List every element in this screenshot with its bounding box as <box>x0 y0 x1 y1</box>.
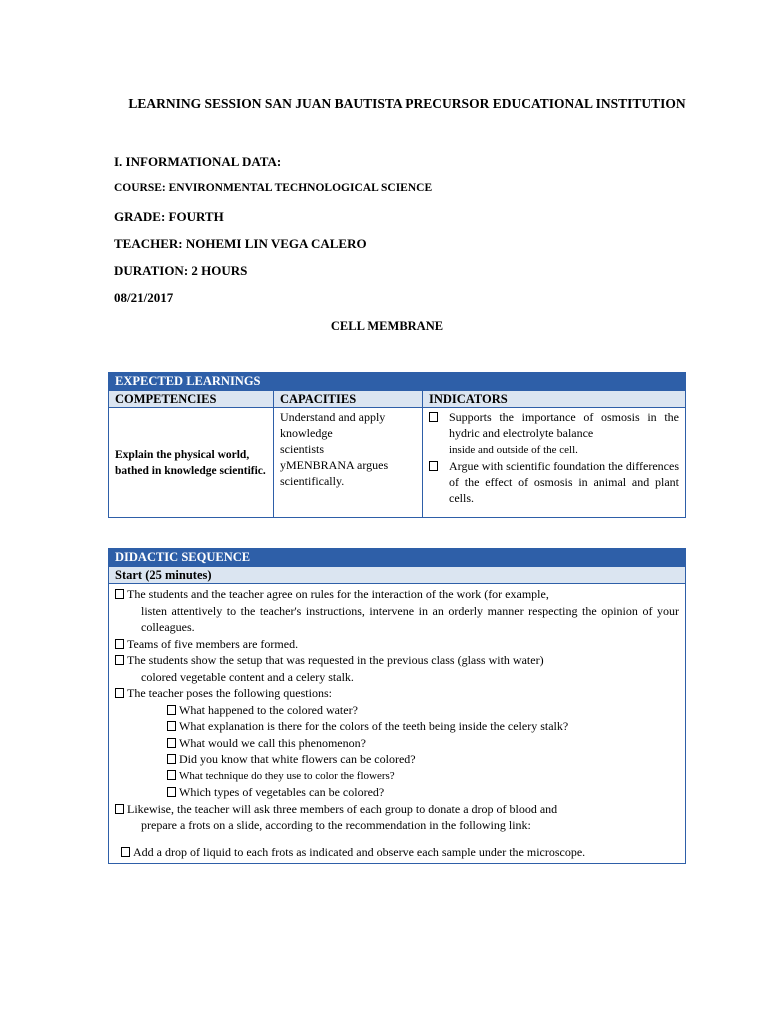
checkbox-icon <box>121 847 130 857</box>
expected-learnings-header: EXPECTED LEARNINGS <box>109 373 686 391</box>
sequence-item <box>115 801 679 834</box>
capacity-line: yMENBRANA argues <box>280 458 389 472</box>
expected-learnings-table <box>108 372 686 518</box>
indicator-text: Supports the importance of osmosis in the hydric and electrolyte balance <box>449 410 679 440</box>
indicator-item <box>429 458 679 506</box>
checkbox-icon <box>167 770 176 780</box>
final-instruction <box>115 844 679 861</box>
question-text: Which types of vegetables can be colored? <box>179 785 385 799</box>
capacity-line: scientists <box>280 442 324 456</box>
sequence-item-continuation: listen attentively to the teacher's instructions, intervene in an orderly manner respecting the opinion of your colleagues. <box>141 603 679 634</box>
checkbox-icon <box>167 787 176 797</box>
capacity-line: knowledge <box>280 426 333 440</box>
sequence-item <box>115 636 679 653</box>
checkbox-icon <box>167 754 176 764</box>
topic-heading: CELL MEMBRANE <box>330 319 444 333</box>
question-item <box>115 718 679 735</box>
sequence-item-continuation: prepare a frots on a slide, according to the recommendation in the following link: <box>141 818 531 832</box>
sequence-item-text: The students show the setup that was requested in the previous class (glass with water) <box>127 653 544 667</box>
grade-line: GRADE: FOURTH <box>114 209 224 224</box>
indicator-item <box>429 409 679 458</box>
capacity-cell <box>274 408 423 518</box>
sequence-item <box>115 685 679 702</box>
sequence-item-text: Likewise, the teacher will ask three members of each group to donate a drop of blood and <box>127 801 558 816</box>
start-subheader: Start (25 minutes) <box>109 567 686 584</box>
capacities-header: CAPACITIES <box>274 391 423 408</box>
capacity-line: scientifically. <box>280 474 345 488</box>
question-item <box>115 735 679 752</box>
checkbox-icon <box>115 639 124 649</box>
teacher-line: TEACHER: NOHEMI LIN VEGA CALERO <box>114 236 367 251</box>
info-heading: I. INFORMATIONAL DATA: <box>114 154 282 169</box>
duration-line: DURATION: 2 HOURS <box>114 263 248 278</box>
sequence-item-text: Teams of five members are formed. <box>127 636 299 651</box>
sequence-item-text: The teacher poses the following questions: <box>127 686 332 700</box>
checkbox-icon <box>167 705 176 715</box>
question-text: Did you know that white flowers can be colored? <box>179 752 416 766</box>
question-item <box>115 751 679 768</box>
indicators-header: INDICATORS <box>423 391 686 408</box>
sequence-item <box>115 586 679 636</box>
indicators-cell <box>423 408 686 518</box>
date-line: 08/21/2017 <box>114 290 174 305</box>
question-text: What technique do they use to color the flowers? <box>179 769 395 782</box>
question-text: What happened to the colored water? <box>179 702 358 717</box>
capacity-line: Understand and apply <box>280 410 386 424</box>
competencies-header: COMPETENCIES <box>109 391 274 408</box>
checkbox-icon <box>115 655 124 665</box>
question-item <box>115 702 679 719</box>
checkbox-icon <box>115 589 124 599</box>
checkbox-icon <box>115 804 124 814</box>
question-item <box>115 768 679 785</box>
question-text: What would we call this phenomenon? <box>179 735 366 750</box>
course-line: COURSE: ENVIRONMENTAL TECHNOLOGICAL SCIENCE <box>114 182 433 194</box>
question-item <box>115 784 679 801</box>
checkbox-icon <box>429 461 438 471</box>
indicator-text-small: inside and outside of the cell. <box>449 444 578 456</box>
sequence-item <box>115 652 679 685</box>
page-title: LEARNING SESSION SAN JUAN BAUTISTA PRECURSOR EDUCATIONAL INSTITUTION <box>128 96 686 111</box>
competency-cell: Explain the physical world, bathed in knowledge scientific. <box>109 408 274 518</box>
indicator-text: Argue with scientific foundation the differences of the effect of osmosis in animal and plant cells. <box>449 459 679 505</box>
didactic-sequence-header: DIDACTIC SEQUENCE <box>109 549 686 567</box>
checkbox-icon <box>167 738 176 748</box>
checkbox-icon <box>115 688 124 698</box>
sequence-item-continuation: colored vegetable content and a celery stalk. <box>141 669 354 684</box>
sequence-content <box>109 584 686 864</box>
didactic-sequence-table <box>108 548 686 864</box>
checkbox-icon <box>167 721 176 731</box>
sequence-item-text: The students and the teacher agree on rules for the interaction of the work (for example, <box>127 587 549 601</box>
question-text: What explanation is there for the colors of the teeth being inside the celery stalk? <box>179 719 569 733</box>
checkbox-icon <box>429 412 438 422</box>
final-instruction-text: Add a drop of liquid to each frots as indicated and observe each sample under the microscope. <box>133 844 586 859</box>
